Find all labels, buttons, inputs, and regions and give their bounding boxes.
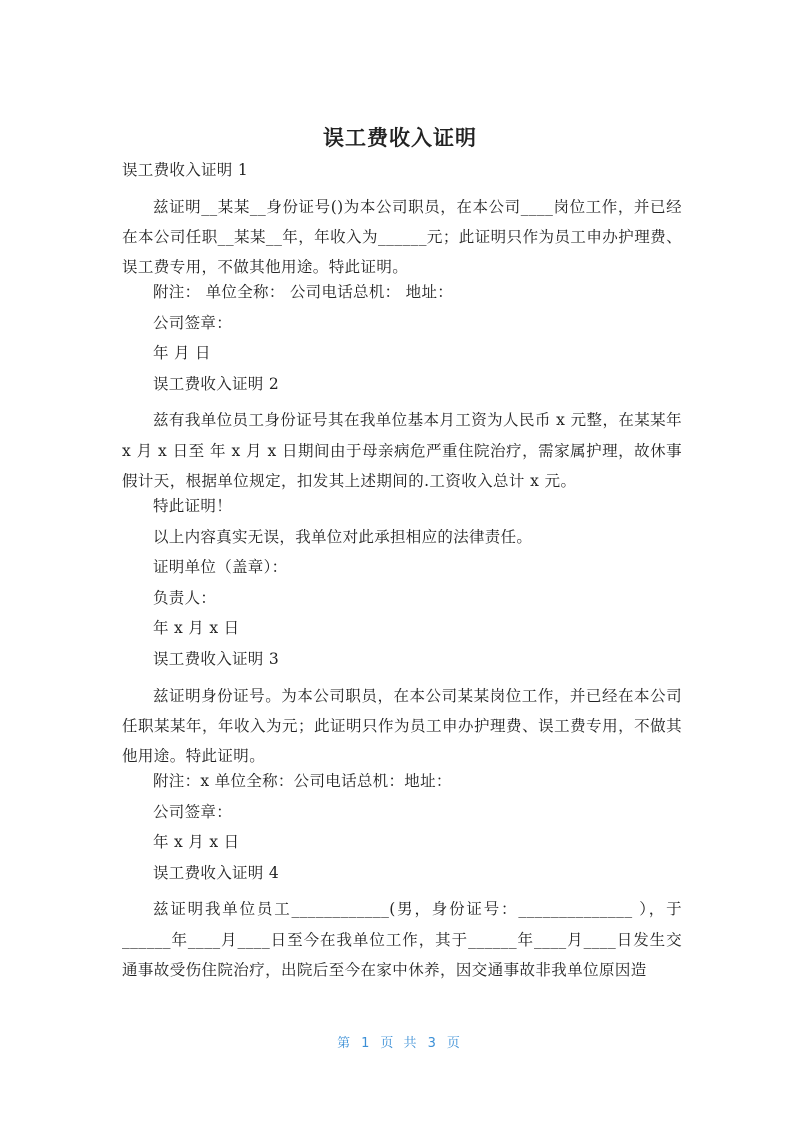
page-title: 误工费收入证明 xyxy=(323,126,477,150)
section-heading: 误工费收入证明 3 xyxy=(153,649,279,668)
section-paragraph: 兹有我单位员工身份证号其在我单位基本月工资为人民币 x 元整，在某某年 x 月 x 日至 年 x 月 x 日期间由于母亲病危严重住院治疗，需家属护理，故休事假计天，根据单位规定，扣发其上述期间的.工资收入总计 x 元。 xyxy=(122,411,682,491)
section-heading: 误工费收入证明 2 xyxy=(153,374,279,393)
section-paragraph: 兹证明__某某__身份证号()为本公司职员，在本公司____岗位工作，并已经在本公司任职__某某__年，年收入为______元；此证明只作为员工申办护理费、误工费专用，不做其他用途。特此证明。 xyxy=(122,197,682,277)
signature-line: 公司签章： xyxy=(153,313,233,332)
section-heading: 误工费收入证明 1 xyxy=(122,161,248,179)
section-heading: 误工费收入证明 4 xyxy=(153,863,279,882)
section-paragraph: 兹证明身份证号。为本公司职员，在本公司某某岗位工作，并已经在本公司任职某某年，年收入为元；此证明只作为员工申办护理费、误工费专用，不做其他用途。特此证明。 xyxy=(122,686,682,766)
section-paragraph: 兹证明我单位员工____________(男，身份证号：______________ ），于______年____月____日至今在我单位工作，其于______年____月____日发生交通事故受伤住院治疗，出院后至今在家中休养，因交通事故非我单位原因造 xyxy=(122,900,682,979)
page-footer xyxy=(0,1032,800,1051)
footer-prefix: 第 xyxy=(337,1036,354,1051)
text-line: 特此证明！ xyxy=(153,496,233,515)
text-line: 以上内容真实无误，我单位对此承担相应的法律责任。 xyxy=(153,527,533,546)
responsible-line: 负责人： xyxy=(153,588,217,607)
note-line: 附注：x 单位全称：公司电话总机：地址： xyxy=(153,771,452,790)
document-body xyxy=(122,161,682,986)
date-line: 年 x 月 x 日 xyxy=(153,619,240,638)
footer-middle: 页 共 xyxy=(380,1036,420,1051)
date-line: 年 x 月 x 日 xyxy=(153,833,240,852)
seal-line: 证明单位（盖章）： xyxy=(153,558,288,577)
note-line: 附注： 单位全称： 公司电话总机： 地址： xyxy=(153,283,454,302)
date-line: 年 月 日 xyxy=(153,344,211,363)
footer-page-number: 1 xyxy=(361,1036,373,1051)
footer-suffix: 页 xyxy=(446,1036,463,1051)
signature-line: 公司签章： xyxy=(153,802,233,821)
footer-total-pages: 3 xyxy=(427,1036,439,1051)
